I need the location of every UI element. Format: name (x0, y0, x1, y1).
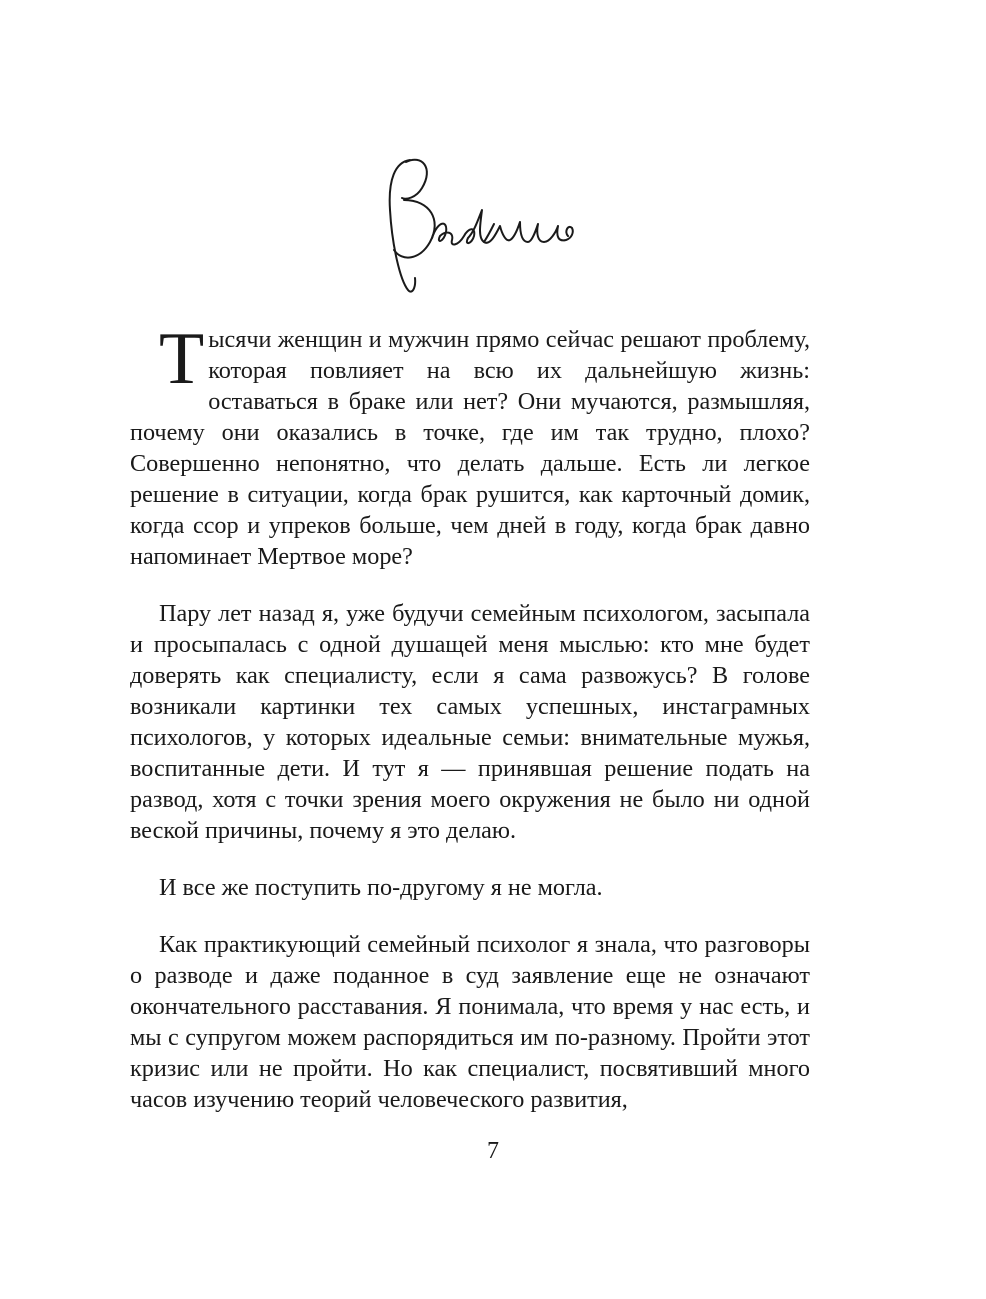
chapter-title (360, 150, 580, 300)
paragraph-2: Пару лет назад я, уже будучи семейным психологом, засыпала и просыпалась с одной душащей меня мыслью: кто мне будет доверять как специалисту, если я сама развожусь? В голове возникали картинки тех самых успешных, инстаграмных психологов, у которых идеальные семьи: внимательные мужья, воспитанные дети. И тут я — принявшая решение подать на развод, хотя с точки зрения моего окружения не было ни одной веской причины, почему я это делаю. (130, 600, 810, 844)
paragraph-1-text: ысячи женщин и мужчин прямо сейчас решают проблему, которая повлияет на всю их дальнейшую жизнь: оставаться в браке или нет? Они мучаются, размышляя, почему они оказались в точке, где им так трудно, плохо? Совершенно непонятно, что делать дальше. Есть ли легкое решение в ситуации, когда брак рушится, как карточный домик, когда ссор и упреков больше, чем дней в году, когда брак давно напоминает Мертвое море? (130, 326, 810, 570)
paragraph-1 (130, 318, 810, 572)
paragraph-4: Как практикующий семейный психолог я знала, что разговоры о разводе и даже поданное в суд заявление еще не означают окончательного расставания. Я понимала, что время у нас есть, и мы с супругом можем распорядиться им по-разному. Пройти этот кризис или не пройти. Но как специалист, посвятивший много часов изучению теорий человеческого развития, (130, 931, 810, 1113)
chapter-body (130, 318, 810, 1141)
drop-cap: Т (159, 318, 205, 400)
paragraph-3: И все же поступить по-другому я не могла. (159, 874, 603, 901)
page-number: 7 (487, 1138, 499, 1164)
chapter-title-text (360, 300, 361, 301)
chapter-title-script (360, 150, 580, 300)
